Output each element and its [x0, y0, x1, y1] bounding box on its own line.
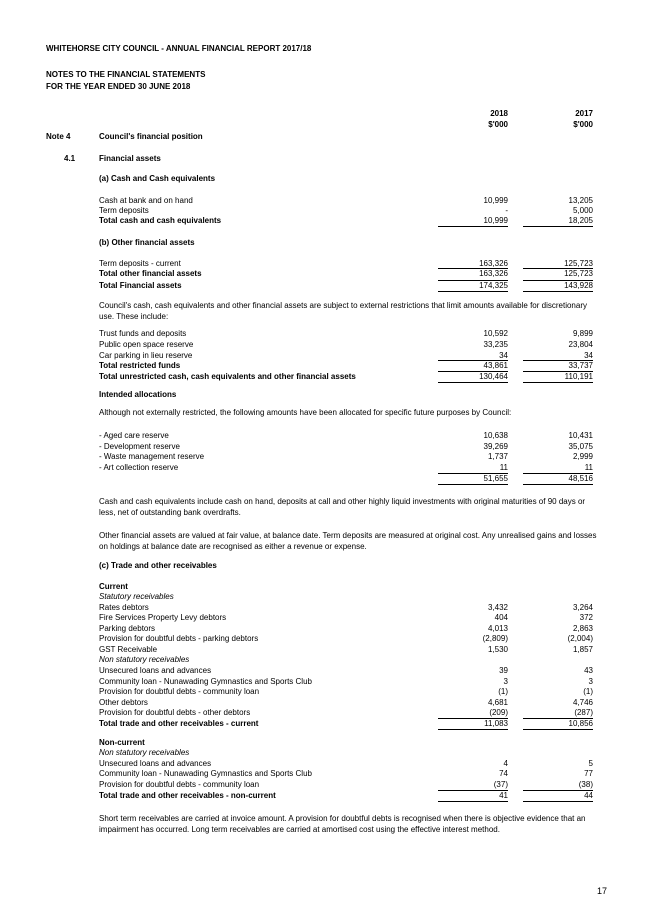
subheading: Non statutory receivables: [99, 655, 190, 664]
paragraph: Short term receivables are carried at invoice amount. A provision for doubtful debts is recognised when there is objective evidence that an impairment has occurred. Long term receivables are carried at amortised cost using the effective interest method.: [99, 814, 586, 834]
row-label: Car parking in lieu reserve: [99, 351, 193, 360]
row-label: Provision for doubtful debts - community loan: [99, 780, 260, 789]
value-2017: (38): [578, 780, 593, 789]
overline-2017: [523, 718, 593, 719]
paragraph: Other financial assets are valued at fair value, at balance date. Term deposits are measured at original cost. Any unrealised gains and losses on holdings at balance date are recognised as either a revenue or expense.: [99, 531, 597, 551]
row-label: Fire Services Property Levy debtors: [99, 613, 227, 622]
value-2017: (1): [583, 687, 593, 696]
value-2017: 10,431: [568, 431, 593, 440]
value-2018: 1,737: [487, 452, 508, 461]
row-label: Other debtors: [99, 698, 148, 707]
value-2017: 43: [584, 666, 593, 675]
underline-2018: [438, 729, 508, 730]
value-2018: 1,530: [487, 645, 508, 654]
overline-2018: [438, 360, 508, 361]
value-2017: 4,746: [572, 698, 593, 707]
value-2018: 130,464: [479, 372, 508, 381]
value-2017: 33,737: [568, 361, 593, 370]
value-2018: 51,655: [483, 474, 508, 483]
total-row-label: Total unrestricted cash, cash equivalents and other financial assets: [99, 372, 356, 381]
value-2018: 4,013: [487, 624, 508, 633]
underline-2017: [523, 801, 593, 802]
underline-2017: [523, 291, 593, 292]
row-label: Term deposits: [99, 206, 149, 215]
row-label: Provision for doubtful debts - parking debtors: [99, 634, 259, 643]
value-2018: 10,999: [483, 216, 508, 225]
value-2017: 1,857: [572, 645, 593, 654]
value-2018: 3: [503, 677, 508, 686]
value-2017: 35,075: [568, 442, 593, 451]
value-2017: 2,999: [572, 452, 593, 461]
underline-2018: [438, 382, 508, 383]
value-2018: 404: [494, 613, 508, 622]
row-label: GST Receivable: [99, 645, 158, 654]
value-2017: 2,863: [572, 624, 593, 633]
overline-2018: [438, 268, 508, 269]
underline-2017: [523, 484, 593, 485]
row-label: Unsecured loans and advances: [99, 759, 212, 768]
row-label: Term deposits - current: [99, 259, 181, 268]
value-2018: 39,269: [483, 442, 508, 451]
page-number: 17: [596, 886, 607, 896]
subheading: Non statutory receivables: [99, 748, 190, 757]
value-2017: (2,004): [567, 634, 593, 643]
row-label: Cash at bank and on hand: [99, 196, 193, 205]
value-2018: 74: [499, 769, 508, 778]
column-year-2017: 2017: [575, 109, 593, 118]
value-2018: (37): [493, 780, 508, 789]
value-2017: 9,899: [572, 329, 593, 338]
column-unit-2017: $'000: [573, 120, 593, 129]
section-heading: Non-current: [99, 738, 145, 747]
row-label: - Development reserve: [99, 442, 180, 451]
value-2018: (209): [489, 708, 508, 717]
value-2018: 4: [503, 759, 508, 768]
section-heading: (a) Cash and Cash equivalents: [99, 174, 216, 183]
row-label: Parking debtors: [99, 624, 156, 633]
value-2018: 10,592: [483, 329, 508, 338]
value-2017: 11: [584, 463, 593, 472]
section-title: Financial assets: [99, 154, 161, 163]
overline-2018: [438, 790, 508, 791]
row-label: Community loan - Nunawading Gymnastics and Sports Club: [99, 677, 312, 686]
value-2017: 5: [588, 759, 593, 768]
value-2018: 3,432: [487, 603, 508, 612]
value-2018: 41: [499, 791, 508, 800]
total-row-label: Total trade and other receivables - current: [99, 719, 259, 728]
value-2017: 18,205: [568, 216, 593, 225]
overline-2018: [438, 473, 508, 474]
total-row-label: Total cash and cash equivalents: [99, 216, 222, 225]
overline-2018: [438, 371, 508, 372]
note-number: Note 4: [46, 132, 71, 141]
column-unit-2018: $'000: [488, 120, 508, 129]
value-2017: 48,516: [568, 474, 593, 483]
value-2017: 5,000: [572, 206, 593, 215]
overline-2017: [523, 280, 593, 281]
underline-2017: [523, 382, 593, 383]
value-2017: 10,856: [568, 719, 593, 728]
value-2018: 43,861: [483, 361, 508, 370]
row-label: Rates debtors: [99, 603, 149, 612]
total-row-label: Total other financial assets: [99, 269, 202, 278]
period-title: FOR THE YEAR ENDED 30 JUNE 2018: [46, 82, 191, 91]
underline-2018: [438, 291, 508, 292]
value-2017: 143,928: [564, 281, 593, 290]
subheading: Statutory receivables: [99, 592, 174, 601]
value-2018: 34: [499, 351, 508, 360]
overline-2018: [438, 280, 508, 281]
value-2017: 3: [588, 677, 593, 686]
row-label: Community loan - Nunawading Gymnastics and Sports Club: [99, 769, 312, 778]
underline-2018: [438, 484, 508, 485]
section-heading: (b) Other financial assets: [99, 238, 195, 247]
value-2017: 125,723: [564, 259, 593, 268]
underline-2017: [523, 729, 593, 730]
underline-2018: [438, 801, 508, 802]
value-2018: 39: [499, 666, 508, 675]
value-2018: 11: [499, 463, 508, 472]
row-label: Provision for doubtful debts - other debtors: [99, 708, 251, 717]
value-2017: 13,205: [568, 196, 593, 205]
value-2018: 4,681: [487, 698, 508, 707]
total-row-label: Total trade and other receivables - non-current: [99, 791, 276, 800]
value-2018: 11,083: [484, 719, 508, 728]
total-row-label: Total Financial assets: [99, 281, 182, 290]
value-2017: 34: [584, 351, 593, 360]
row-label: - Waste management reserve: [99, 452, 205, 461]
row-label: - Aged care reserve: [99, 431, 169, 440]
value-2017: 3,264: [572, 603, 593, 612]
value-2018: -: [505, 206, 508, 215]
report-title: WHITEHORSE CITY COUNCIL - ANNUAL FINANCIAL REPORT 2017/18: [46, 44, 312, 53]
value-2018: 174,325: [479, 281, 508, 290]
value-2017: 23,804: [568, 340, 593, 349]
total-row-label: Total restricted funds: [99, 361, 181, 370]
row-label: Provision for doubtful debts - community loan: [99, 687, 260, 696]
column-year-2018: 2018: [490, 109, 508, 118]
overline-2017: [523, 371, 593, 372]
value-2017: 110,191: [564, 372, 593, 381]
value-2018: 10,638: [483, 431, 508, 440]
section-heading: Intended allocations: [99, 390, 177, 399]
section-heading: (c) Trade and other receivables: [99, 561, 217, 570]
section-number: 4.1: [64, 154, 76, 163]
notes-title: NOTES TO THE FINANCIAL STATEMENTS: [46, 70, 206, 79]
underline-2018: [438, 226, 508, 227]
value-2017: (287): [574, 708, 593, 717]
overline-2017: [523, 473, 593, 474]
value-2017: 77: [584, 769, 593, 778]
row-label: Public open space reserve: [99, 340, 194, 349]
text-line: Although not externally restricted, the following amounts have been allocated for specific future purposes by Council:: [99, 408, 512, 417]
section-heading: Current: [99, 582, 128, 591]
overline-2018: [438, 718, 508, 719]
value-2017: 44: [584, 791, 593, 800]
paragraph: Cash and cash equivalents include cash on hand, deposits at call and other highly liquid investments with original maturities of 90 days or less, net of outstanding bank overdrafts.: [99, 497, 586, 517]
value-2018: 163,326: [479, 269, 508, 278]
paragraph: Council's cash, cash equivalents and other financial assets are subject to external restrictions that limit amounts available for discretionary use. These include:: [99, 301, 587, 321]
row-label: Unsecured loans and advances: [99, 666, 212, 675]
underline-2017: [523, 226, 593, 227]
row-label: Trust funds and deposits: [99, 329, 187, 338]
value-2018: 33,235: [483, 340, 508, 349]
value-2018: 163,326: [479, 259, 508, 268]
value-2017: 372: [579, 613, 593, 622]
value-2018: (1): [498, 687, 508, 696]
value-2017: 125,723: [564, 269, 593, 278]
overline-2017: [523, 790, 593, 791]
note-title: Council's financial position: [99, 132, 203, 141]
overline-2017: [523, 360, 593, 361]
value-2018: 10,999: [483, 196, 508, 205]
row-label: - Art collection reserve: [99, 463, 179, 472]
overline-2017: [523, 268, 593, 269]
value-2018: (2,809): [482, 634, 508, 643]
